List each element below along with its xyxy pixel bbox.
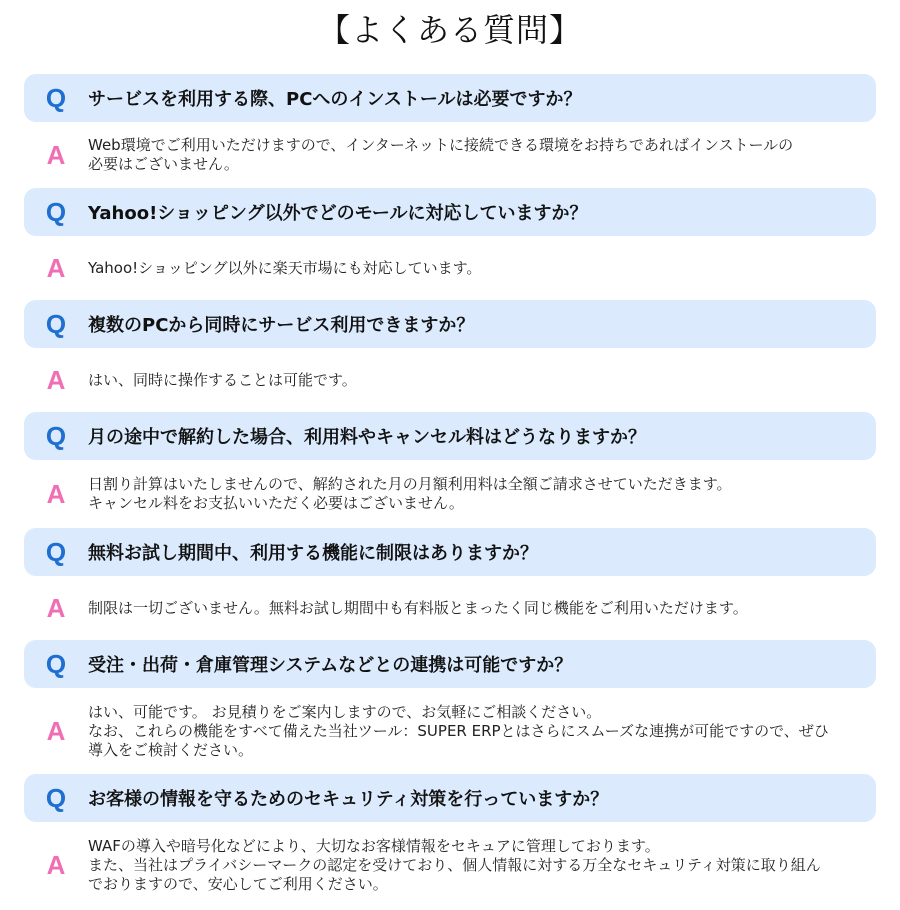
question-text: 月の途中で解約した場合、利用料やキャンセル料はどうなりますか？ [88,427,646,448]
answer-text: Yahoo!ショッピング以外に楽天市場にも対応しています。 [88,258,482,277]
question-marker: Q [45,536,67,567]
question-row [24,74,876,122]
faq-item [24,412,876,528]
answer-marker: A [46,715,66,746]
question-text: 複数のPCから同時にサービス利用できますか？ [88,315,475,336]
faq-item [24,188,876,300]
question-text: 無料お試し期間中、利用する機能に制限はありますか？ [88,543,538,564]
answer-row [24,576,876,640]
question-marker: Q [45,82,67,113]
answer-row [24,822,876,908]
faq-item [24,74,876,188]
question-marker: Q [45,420,67,451]
question-marker: Q [45,782,67,813]
answer-marker: A [46,478,66,509]
question-text: サービスを利用する際、PCへのインストールは必要ですか？ [88,89,582,110]
answer-text: 制限は一切ございません。無料お試し期間中も有料版とまったく同じ機能をご利用いただけます。 [88,598,748,617]
answer-marker: A [46,139,66,170]
answer-text: はい、可能です。 お見積りをご案内しますので、お気軽にご相談ください。 なお、これらの機能をすべて備えた当社ツール：SUPER ERPとはさらにスムーズな連携が可能ですので、ぜひ 導入をご検討ください。 [88,702,829,759]
faq-item [24,640,876,774]
question-marker: Q [45,196,67,227]
question-marker: Q [45,308,67,339]
answer-row [24,348,876,412]
answer-text: 日割り計算はいたしませんので、解約された月の月額利用料は全額ご請求させていただきます。 キャンセル料をお支払いいただく必要はございません。 [88,475,732,512]
faq-item [24,774,876,908]
question-text: Yahoo!ショッピング以外でどのモールに対応していますか？ [88,203,588,224]
question-marker: Q [45,648,67,679]
page-title: 【よくある質問】 [317,11,582,49]
answer-row [24,236,876,300]
question-text: お客様の情報を守るためのセキュリティ対策を行っていますか？ [88,789,609,810]
question-row [24,300,876,348]
answer-text: はい、同時に操作することは可能です。 [88,370,357,389]
answer-marker: A [46,252,66,283]
answer-marker: A [46,849,66,880]
answer-text: WAFの導入や暗号化などにより、大切なお客様情報をセキュアに管理しております。 また、当社はプライバシーマークの認定を受けており、個人情報に対する万全なセキュリティ対策に取り組ん でおりますので、安心してご利用ください。 [88,836,821,893]
answer-text: Web環境でご利用いただけますので、インターネットに接続できる環境をお持ちであればインストールの 必要はございません。 [88,136,794,173]
faq-list [24,74,876,908]
faq-item [24,300,876,412]
answer-row [24,460,876,528]
answer-marker: A [46,364,66,395]
answer-marker: A [46,592,66,623]
question-row [24,188,876,236]
question-row [24,640,876,688]
faq-item [24,528,876,640]
question-row [24,774,876,822]
answer-row [24,688,876,774]
answer-row [24,122,876,188]
question-row [24,528,876,576]
question-row [24,412,876,460]
question-text: 受注・出荷・倉庫管理システムなどとの連携は可能ですか？ [88,655,573,676]
